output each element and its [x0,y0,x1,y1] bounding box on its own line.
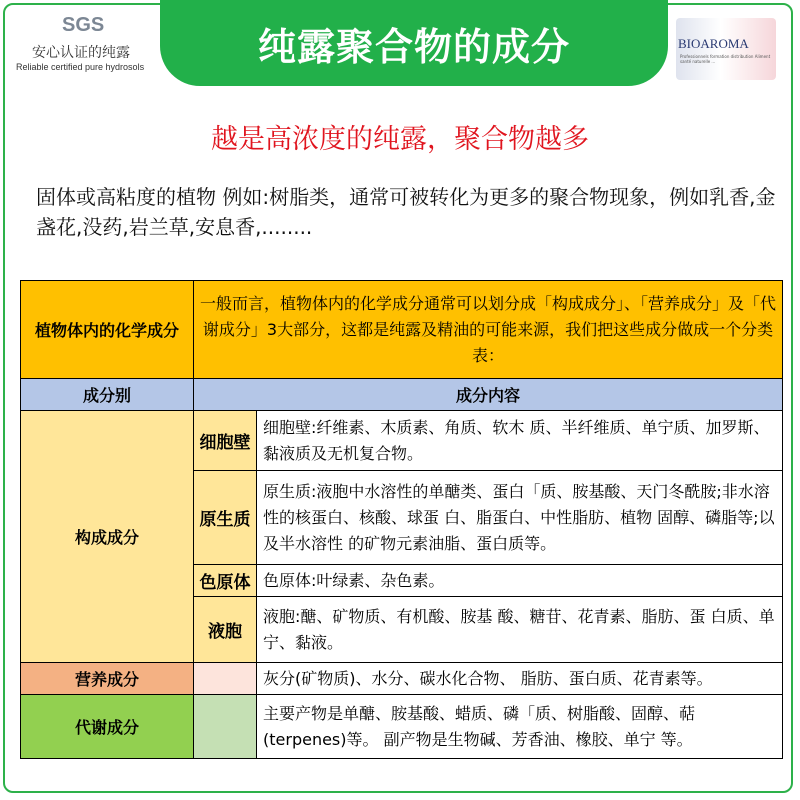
desc-cell-wall: 细胞壁:纤维素、木质素、角质、软木 质、半纤维质、单宁质、加罗斯、黏液质及无机复合物。 [257,411,783,471]
category-nutrition: 营养成分 [21,663,194,695]
category-structural: 构成成分 [21,411,194,663]
bioaroma-tagline: Professionnels formation distribution Aliment santé naturelle ... [680,54,771,64]
desc-protoplasm: 原生质:液胞中水溶性的单醣类、蛋白「质、胺基酸、天门冬酰胺;非水溶性的核蛋白、核酸、球蛋 白、脂蛋白、中性脂肪、植物 固醇、磷脂等;以及半水溶性 的矿物元素油脂、蛋白质等。 [257,471,783,565]
table-header-left: 植物体内的化学成分 [21,281,194,379]
logo-caption-en: Reliable certified pure hydrosols [16,62,145,72]
desc-metabolic: 主要产物是单醣、胺基酸、蜡质、磷「质、树脂酸、固醇、萜(terpenes)等。 副产物是生物碱、芳香油、橡胶、单宁 等。 [257,695,783,759]
sub-vacuole: 液胞 [194,597,257,663]
nutrition-spacer [194,663,257,695]
col-category-header: 成分别 [21,379,194,411]
composition-table [20,280,783,759]
sub-protoplasm: 原生质 [194,471,257,565]
sgs-logo: SGS [62,14,105,36]
col-content-header: 成分内容 [194,379,783,411]
page-title: 纯露聚合物的成分 [257,25,570,69]
logo-caption-cn: 安心认证的纯露 [32,45,130,61]
desc-nutrition: 灰分(矿物质)、水分、碳水化合物、 脂肪、蛋白质、花青素等。 [257,663,783,695]
subtitle: 越是高浓度的纯露，聚合物越多 [211,124,589,155]
sub-chromoplast: 色原体 [194,565,257,597]
desc-vacuole: 液胞:醣、矿物质、有机酸、胺基 酸、糖苷、花青素、脂肪、蛋 白质、单宁、黏液。 [257,597,783,663]
category-metabolic: 代谢成分 [21,695,194,759]
bioaroma-brand: BIOAROMA [678,36,749,51]
table-header-right: 一般而言，植物体内的化学成分通常可以划分成「构成成分」、「营养成分」及「代谢成分」3大部分，这都是纯露及精油的可能来源，我们把这些成分做成一个分类表： [194,281,783,379]
intro-text: 固体或高粘度的植物 例如:树脂类，通常可被转化为更多的聚合物现象，例如乳香,金盏花,没药,岩兰草,安息香,........ [36,185,776,239]
metabolic-spacer [194,695,257,759]
desc-chromoplast: 色原体:叶绿素、杂色素。 [257,565,783,597]
sub-cell-wall: 细胞壁 [194,411,257,471]
